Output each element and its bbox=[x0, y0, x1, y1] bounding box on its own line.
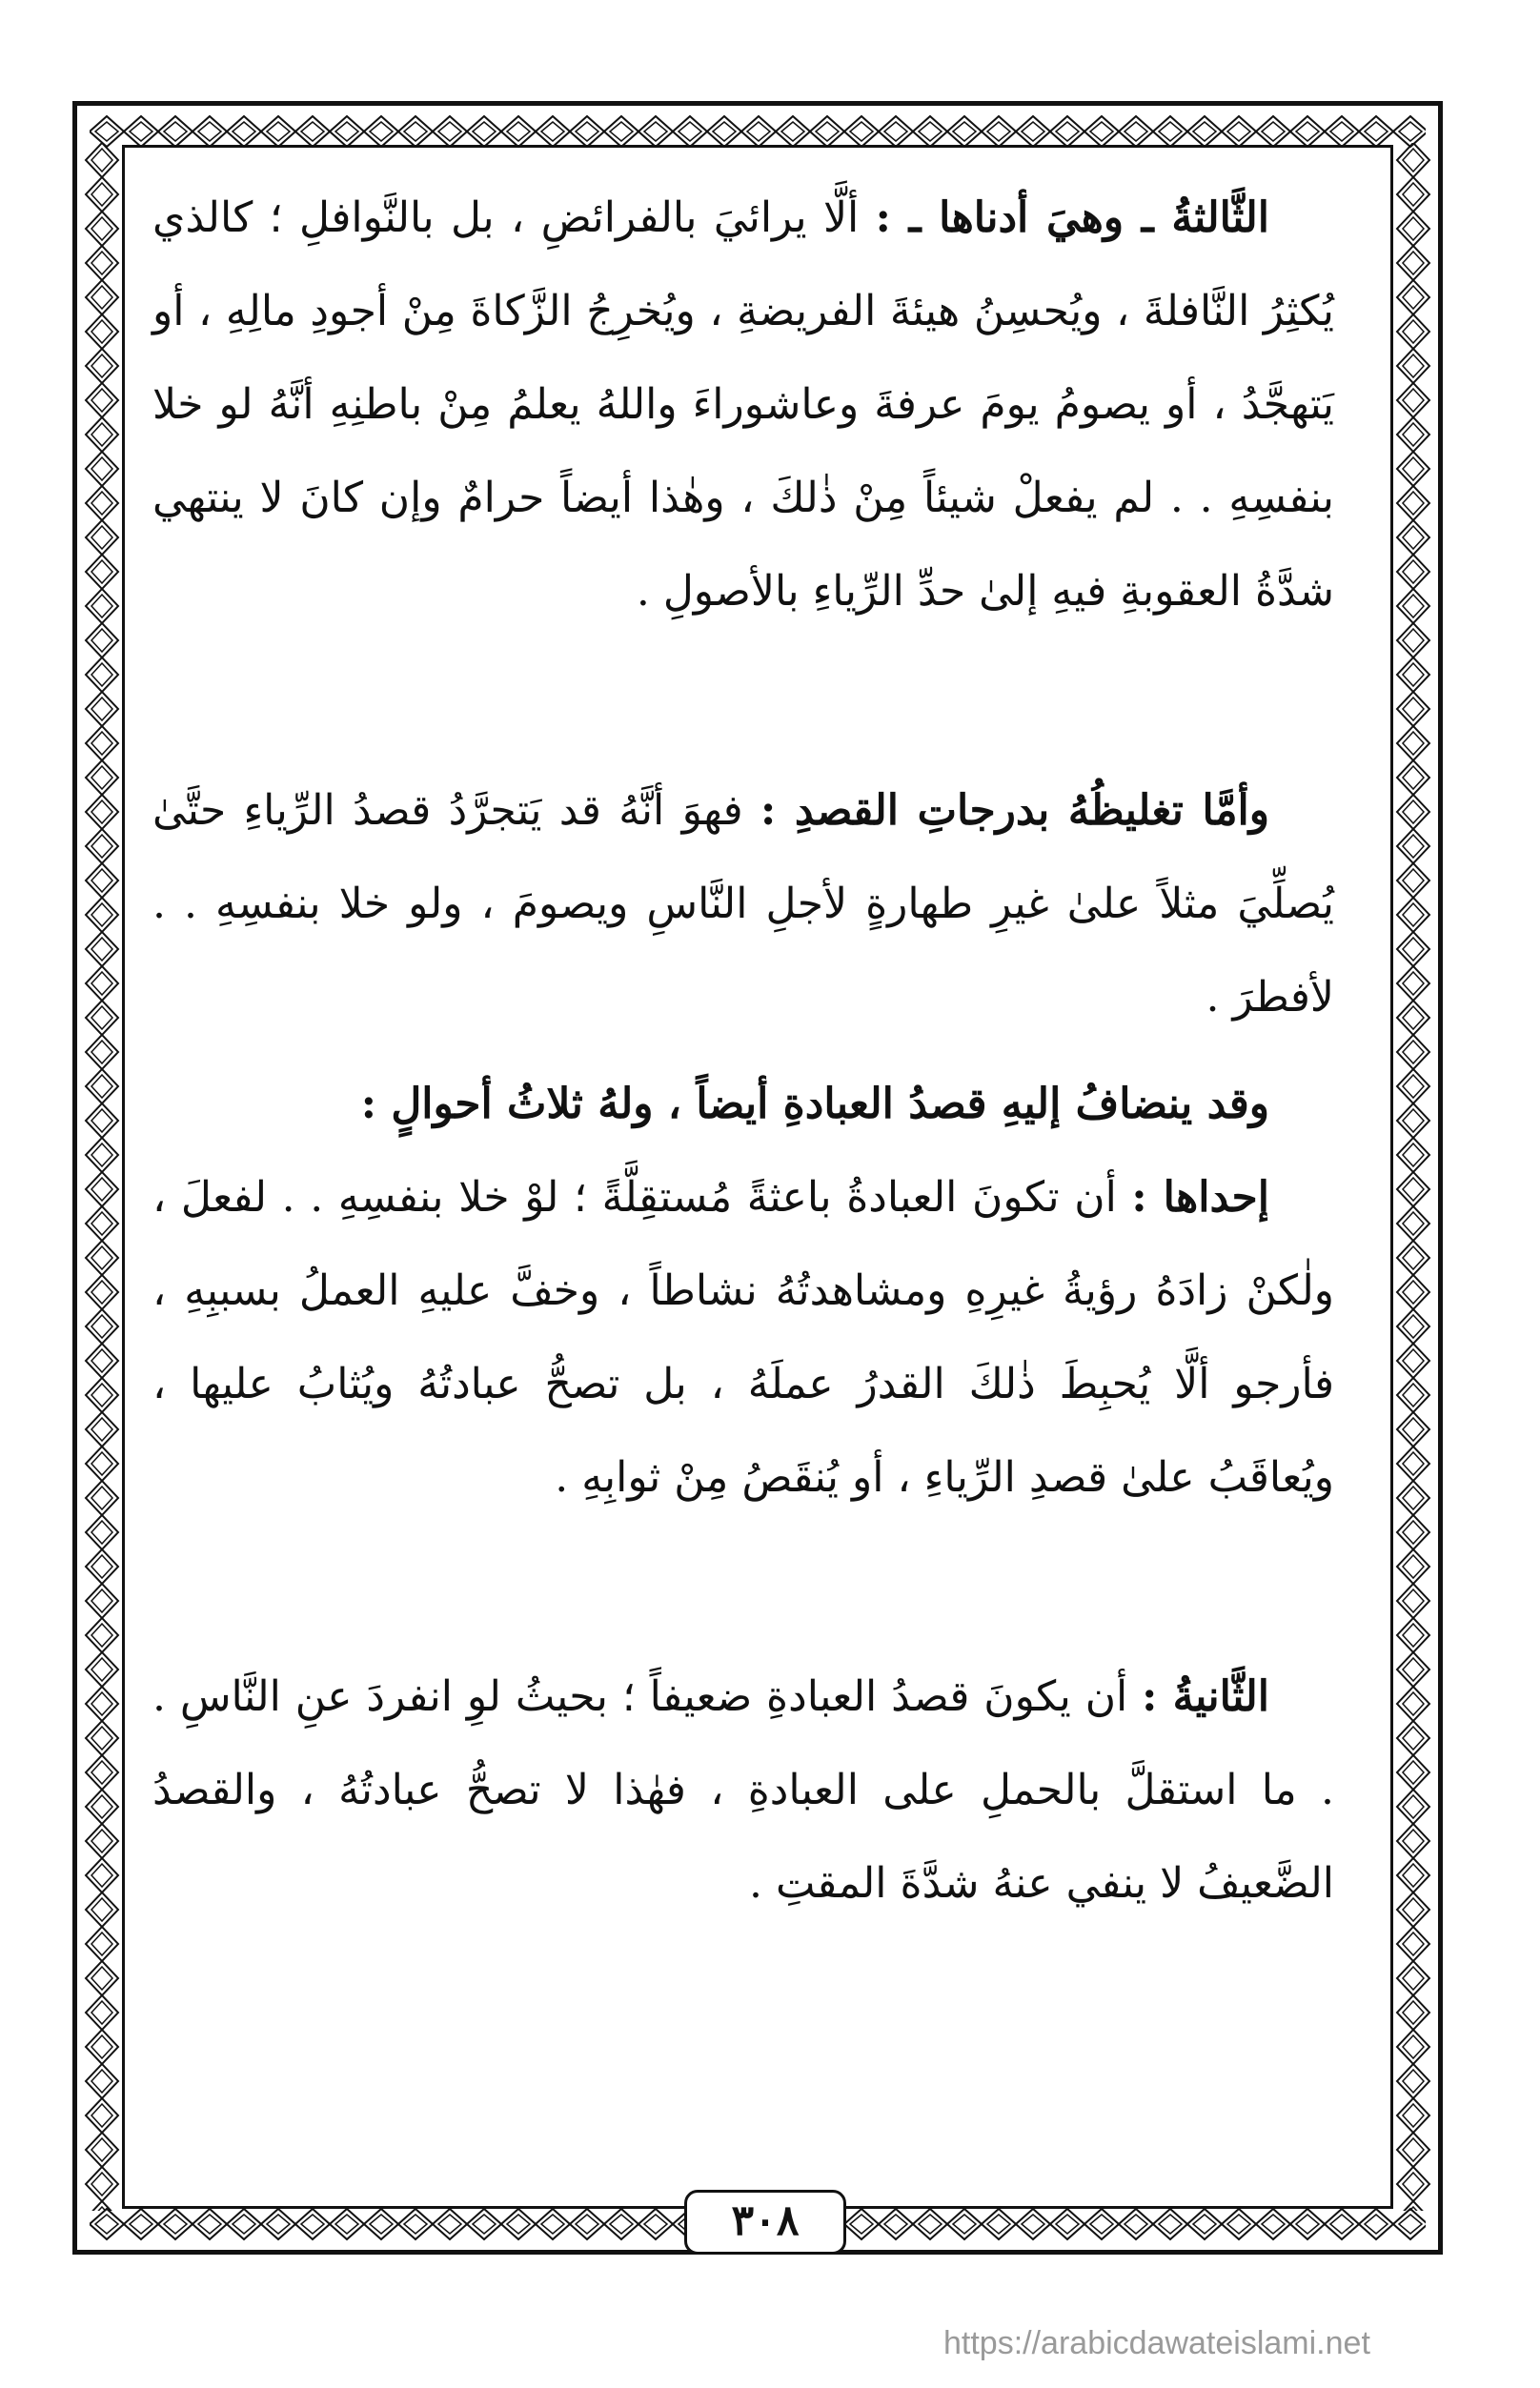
paragraph-first-state bbox=[152, 1151, 1334, 1525]
paragraph-second-state bbox=[152, 1650, 1334, 1931]
paragraph-lead: وأمَّا تغليظُهُ بدرجاتِ القصدِ : bbox=[760, 786, 1269, 835]
ornamental-border-right bbox=[1393, 143, 1433, 2211]
watermark-url: https://arabicdawateislami.net bbox=[943, 2325, 1370, 2361]
paragraph-spacer bbox=[152, 1525, 1334, 1650]
paragraph-lead: الثَّانيةُ : bbox=[1142, 1672, 1269, 1721]
paragraph-text: ألَّا يرائيَ بالفرائضِ ، بل بالنَّوافلِ ؛ كالذي يُكثِرُ النَّافلةَ ، ويُحسِنُ هيئةَ الفريضةِ ، ويُخرِجُ الزَّكاةَ مِنْ أجودِ مالِهِ ، أو يَتهجَّدُ ، أو يصومُ يومَ عرفةَ وعاشوراءَ واللهُ يعلمُ مِنْ باطنِهِ أنَّهُ لو خلا بنفسِهِ . . لم يفعلْ شيئاً مِنْ ذٰلكَ ، وهٰذا أيضاً حرامٌ وإن كانَ لا ينتهي شدَّةُ العقوبةِ فيهِ إلىٰ حدِّ الرِّياءِ بالأصولِ . bbox=[152, 193, 1334, 616]
paragraph-spacer bbox=[152, 638, 1334, 764]
paragraph-text: أن يكونَ قصدُ العبادةِ ضعيفاً ؛ بحيثُ لوِ انفردَ عنِ النَّاسِ . . ما استقلَّ بالحملِ على العبادةِ ، فهٰذا لا تصحُّ عبادتُهُ ، والقصدُ الضَّعيفُ لا ينفي عنهُ شدَّةَ المقتِ . bbox=[152, 1672, 1334, 1908]
ornamental-border-left bbox=[82, 143, 122, 2211]
paragraph-text: أن تكونَ العبادةُ باعثةً مُستقِلَّةً ؛ لوْ خلا بنفسِهِ . . لفعلَ ، ولٰكنْ زادَهُ رؤيةُ غيرِهِ ومشاهدتُهُ نشاطاً ، وخفَّ عليهِ العملُ بسببِهِ ، فأرجو ألَّا يُحبِطَ ذٰلكَ القدرُ عملَهُ ، بل تصحُّ عبادتُهُ ويُثابُ عليها ، ويُعاقَبُ علىٰ قصدِ الرِّياءِ ، أو يُنقَصُ مِنْ ثوابِهِ . bbox=[152, 1173, 1334, 1502]
paragraph-text: فهوَ أنَّهُ قد يَتجرَّدُ قصدُ الرِّياءِ حتَّىٰ يُصلِّيَ مثلاً علىٰ غيرِ طهارةٍ لأجلِ النَّاسِ ويصومَ ، ولو خلا بنفسِهِ . . لأفطرَ . bbox=[152, 786, 1334, 1022]
paragraph-intensity bbox=[152, 764, 1334, 1044]
paragraph-lead: الثَّالثةُ ـ وهيَ أدناها ـ : bbox=[875, 193, 1269, 242]
paragraph-lead: وقد ينضافُ إليهِ قصدُ العبادةِ أيضاً ، ولهُ ثلاثُ أحوالٍ : bbox=[360, 1080, 1269, 1128]
paragraph-spacer bbox=[152, 1044, 1334, 1058]
page-body bbox=[152, 172, 1334, 1931]
page-number: ٣٠٨ bbox=[684, 2190, 846, 2255]
paragraph-lead: إحداها : bbox=[1131, 1173, 1269, 1222]
paragraph-third-degree bbox=[152, 172, 1334, 638]
paragraph-three-states bbox=[152, 1058, 1334, 1151]
